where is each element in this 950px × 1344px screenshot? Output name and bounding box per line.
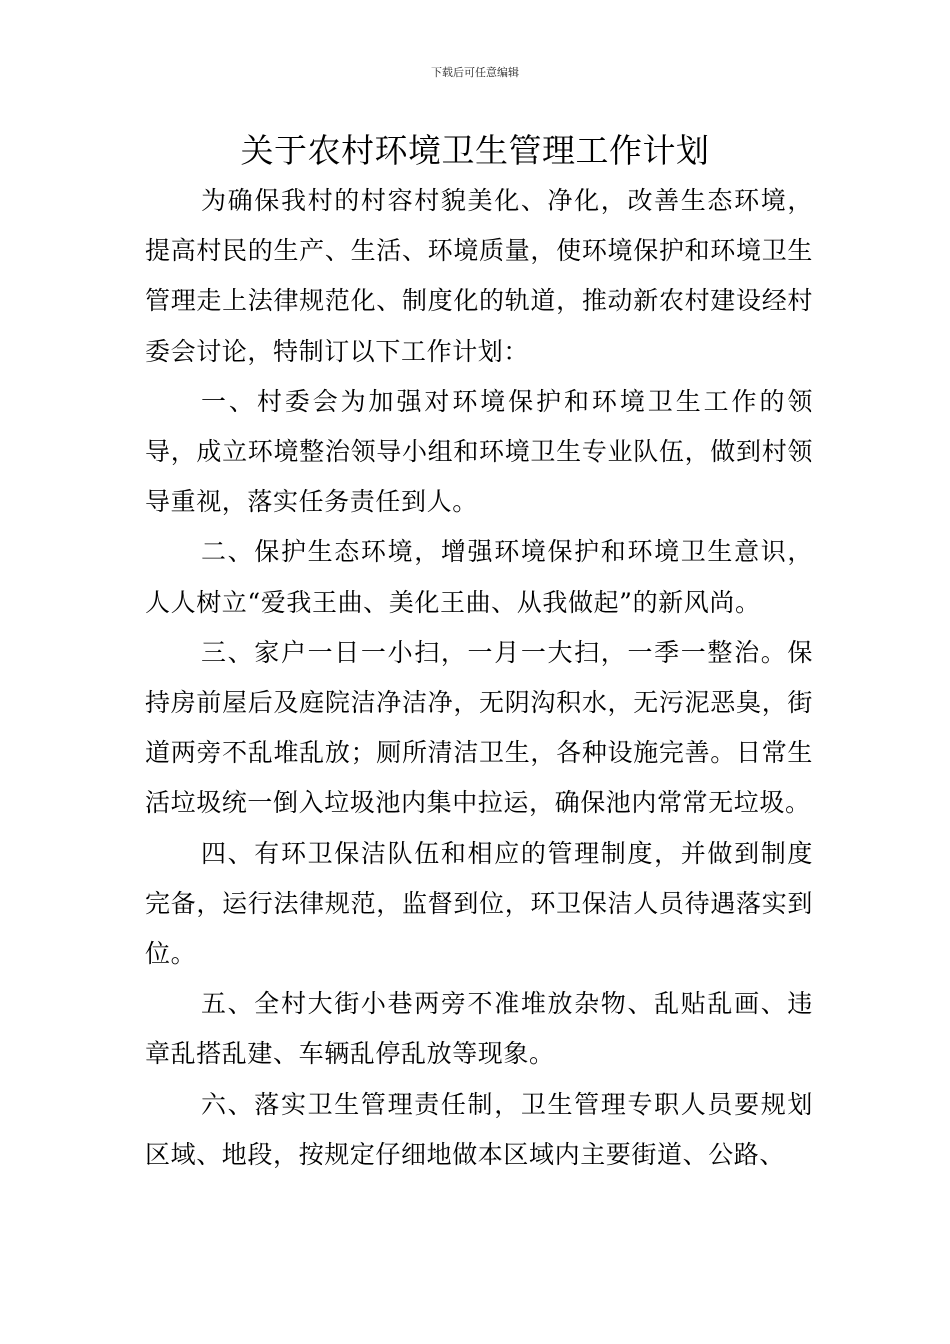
paragraph-3: 三、家户一日一小扫，一月一大扫，一季一整治。保持房前屋后及庭院洁净洁净，无阴沟积水，无污泥恶臭，街道两旁不乱堆乱放；厕所清洁卫生，各种设施完善。日常生活垃圾统一倒入垃圾池内集中拉运，确保池内常常无垃圾。 xyxy=(145,637,813,818)
paragraph-6: 六、落实卫生管理责任制，卫生管理专职人员要规划区域、地段，按规定仔细地做本区域内主要街道、公路、 xyxy=(145,1089,813,1169)
document-body xyxy=(145,176,813,1180)
paragraph-2: 二、保护生态环境，增强环境保护和环境卫生意识，人人树立“爱我王曲、美化王曲、从我做起”的新风尚。 xyxy=(145,537,813,617)
paragraph-1: 一、村委会为加强对环境保护和环境卫生工作的领导，成立环境整治领导小组和环境卫生专业队伍，做到村领导重视，落实任务责任到人。 xyxy=(145,386,813,517)
paragraph-intro: 为确保我村的村容村貌美化、净化，改善生态环境，提高村民的生产、生活、环境质量，使环境保护和环境卫生管理走上法律规范化、制度化的轨道，推动新农村建设经村委会讨论，特制订以下工作计划： xyxy=(145,186,813,366)
paragraph-4: 四、有环卫保洁队伍和相应的管理制度，并做到制度完备，运行法律规范，监督到位，环卫保洁人员待遇落实到位。 xyxy=(145,838,813,969)
document-title: 关于农村环境卫生管理工作计划 xyxy=(240,131,710,170)
paragraph-5: 五、全村大街小巷两旁不准堆放杂物、乱贴乱画、违章乱搭乱建、车辆乱停乱放等现象。 xyxy=(145,989,813,1069)
header-note: 下载后可任意编辑 xyxy=(431,66,519,79)
